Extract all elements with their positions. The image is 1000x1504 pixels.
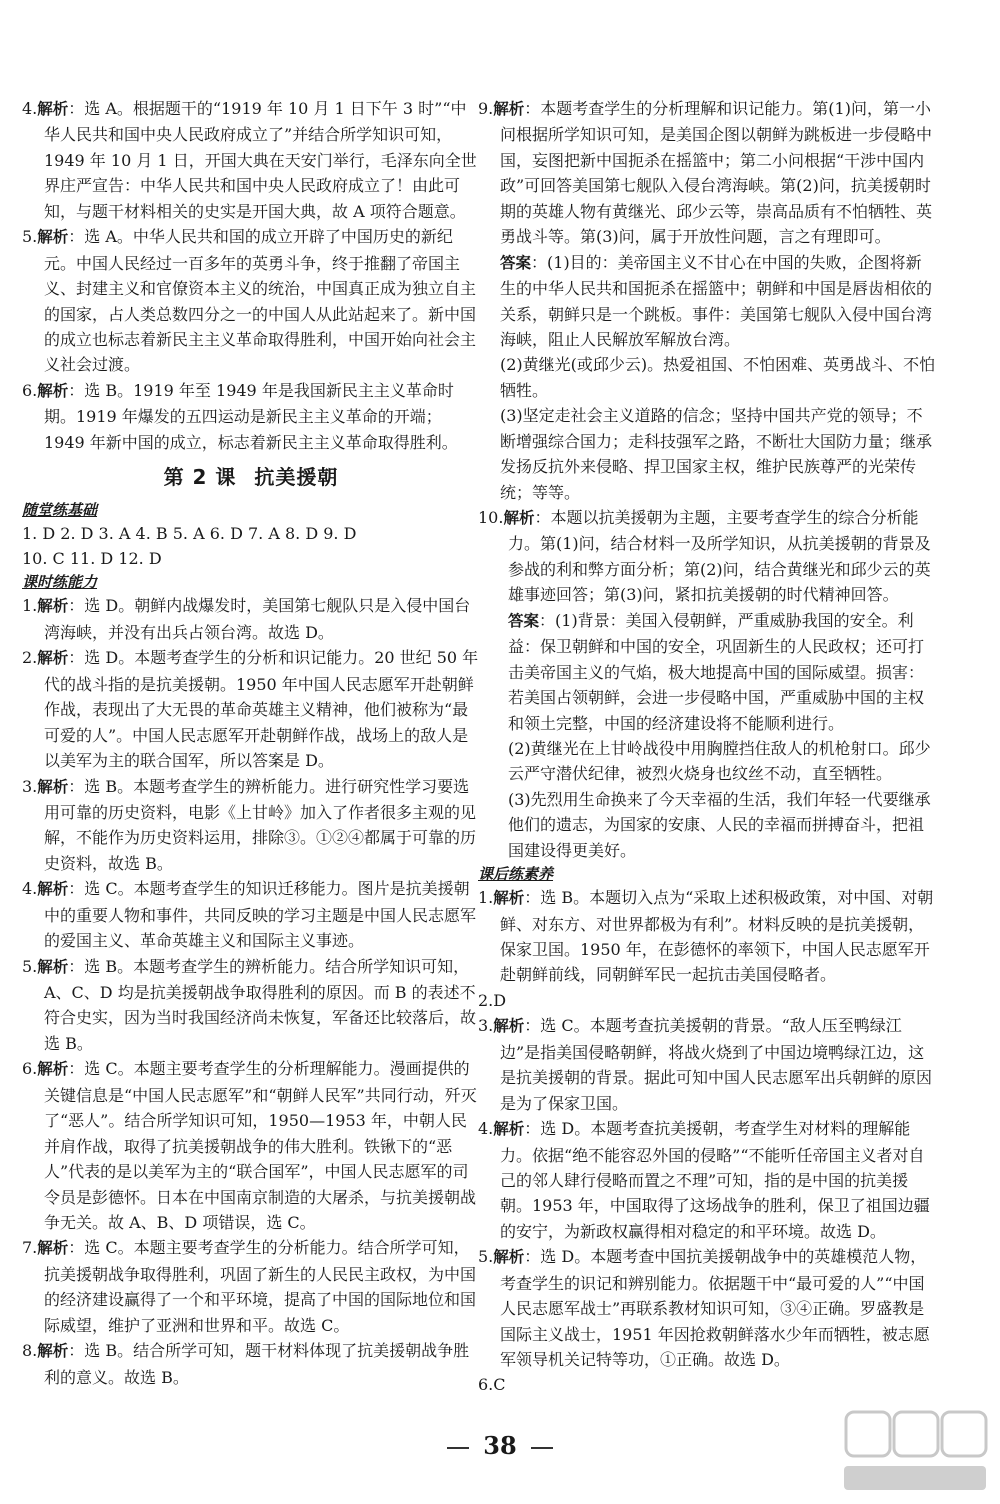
item-number: 1. xyxy=(22,596,38,616)
section-ability-label: 课时练能力 xyxy=(22,573,98,592)
item-number: 5. xyxy=(22,227,38,247)
answer-label: 答案 xyxy=(508,611,540,630)
item-number: 10. xyxy=(478,508,504,527)
answer-item xyxy=(22,224,480,378)
answer-label: 答案 xyxy=(500,253,532,272)
answer-part-text: (2)黄继光(或邱少云)。热爱祖国、不怕困难、英勇战斗、不怕牺牲。 xyxy=(500,355,936,400)
answer-item xyxy=(22,774,480,877)
item-number: 1. xyxy=(478,888,494,908)
item-number: 2. xyxy=(22,648,38,668)
analysis-text: ：选 B。本题考查学生的辨析能力。进行研究性学习要选用可靠的历史资料，电影《上甘岭》加入了作者很多主观的见解，不能作为历史资料运用，排除③。①②④都属于可靠的历史资料，故选 B。 xyxy=(44,776,477,873)
analysis-text: ：选 D。本题考查中国抗美援朝战争中的英雄模范人物，考查学生的识记和辨别能力。依据题干中“最可爱的人”“中国人民志愿军战士”再联系教材知识可知，③④正确。罗盛教是国际主义战士，1951 年因抢救朝鲜落水少年而牺牲，被志愿军领导机关记特等功，①正确。故选 D。 xyxy=(500,1247,930,1369)
analysis-text: ：选 B。本题切入点为“采取上述积极政策，对中国、对朝鲜、对东方、对世界都极为有利”。材料反映的是抗美援朝，保家卫国。1950 年，在彭德怀的率领下，中国人民志愿军开赴朝鲜前线，同朝鲜军民一起抗击美国侵略者。 xyxy=(500,888,934,985)
analysis-text: ：选 D。朝鲜内战爆发时，美国第七舰队只是入侵中国台湾海峡，并没有出兵占领台湾。故选 D。 xyxy=(44,596,471,642)
answer-item xyxy=(478,988,936,1013)
lesson-title: 抗美援朝 xyxy=(254,465,339,490)
lesson-heading xyxy=(22,465,480,490)
answer-item xyxy=(478,1013,936,1116)
answer-part xyxy=(478,352,936,403)
answer-item xyxy=(478,1372,936,1397)
answer-part-text: ：(1)背景：美国入侵朝鲜，严重威胁我国的安全。利益：保卫朝鲜和中国的安全，巩固新生的人民政权；还可打击美帝国主义的气焰，极大地提高中国的国际威望。损害：若美国占领朝鲜，会进一步侵略中国，严重威胁中国的主权和领土完整，中国的经济建设将不能顺利进行。 xyxy=(508,610,925,733)
right-column xyxy=(478,96,936,1398)
analysis-label: 解析 xyxy=(37,649,69,668)
item-number: 3. xyxy=(478,1016,494,1036)
analysis-label: 解析 xyxy=(37,957,69,976)
answer-text xyxy=(478,1244,936,1372)
analysis-text: ：选 D。本题考查抗美援朝，考查学生对材料的理解能力。依据“绝不能容忍外国的侵略”“不能听任帝国主义者对自己的邻人肆行侵略而置之不理”可知，指的是中国的抗美援朝。1953 年，中国取得了这场战争的胜利，保卫了祖国边疆的安宁，为新政权赢得相对稳定的和平环境。故选 D。 xyxy=(500,1119,930,1241)
answer-text xyxy=(22,1235,480,1338)
analysis-label: 解析 xyxy=(37,1239,69,1258)
analysis-label: 解析 xyxy=(37,1060,69,1079)
analysis-label: 解析 xyxy=(493,1017,525,1036)
analysis-label: 解析 xyxy=(37,777,69,796)
answer-item xyxy=(478,1116,936,1244)
answer-item xyxy=(478,96,936,505)
analysis-label: 解析 xyxy=(37,597,69,616)
analysis-text: ：选 B。结合所学可知，题干材料体现了抗美援朝战争胜利的意义。故选 B。 xyxy=(44,1341,470,1387)
answer-text xyxy=(22,1338,480,1390)
section-after-label: 课后练素养 xyxy=(478,865,554,884)
after-class-items xyxy=(478,885,936,1398)
analysis-label: 解析 xyxy=(37,381,69,400)
analysis-text: ：选 B。1919 年至 1949 年是我国新民主主义革命时期。1919 年爆发的五四运动是新民主主义革命的开端；1949 年新中国的成立，标志着新民主主义革命取得胜利。 xyxy=(44,380,458,452)
page-number: 38 xyxy=(0,1431,1000,1460)
item-number: 2. xyxy=(478,990,494,1010)
answer-item xyxy=(22,593,480,645)
left-top-items xyxy=(22,96,480,455)
analysis-text: D xyxy=(493,990,507,1010)
answer-part xyxy=(478,736,936,787)
item-number: 4. xyxy=(22,879,38,899)
answer-part-text: (3)先烈用生命换来了今天幸福的生活，我们年轻一代要继承他们的遗志，为国家的安康、人民的幸福而拼搏奋斗，把祖国建设得更美好。 xyxy=(508,789,931,860)
answer-text xyxy=(22,96,480,224)
answer-text xyxy=(22,593,480,645)
basic-answers-line-2: 10. C 11. D 12. D xyxy=(22,549,162,568)
answer-item xyxy=(22,645,480,773)
item-9 xyxy=(478,96,936,505)
analysis-text: ：选 C。本题考查抗美援朝的背景。“敌人压至鸭绿江边”是指美国侵略朝鲜，将战火烧到了中国边境鸭绿江边，这是抗美援朝的背景。据此可知中国人民志愿军出兵朝鲜的原因是为了保家卫国。 xyxy=(500,1016,933,1113)
analysis-text: ：选 D。本题考查学生的分析和识记能力。20 世纪 50 年代的战斗指的是抗美援朝。1950 年中国人民志愿军开赴朝鲜作战，表现出了大无畏的革命英雄主义精神，他们被称为“最可爱的人”。中国人民志愿军开赴朝鲜作战，战场上的敌人是以美军为主的联合国军，所以答案是 D。 xyxy=(44,648,479,771)
answer-text xyxy=(478,988,936,1013)
analysis-label: 解析 xyxy=(37,880,69,899)
item-number: 8. xyxy=(22,1341,38,1361)
item-number: 9. xyxy=(478,99,494,118)
watermark-logo xyxy=(840,1406,990,1496)
item-number: 5. xyxy=(22,956,38,976)
answer-text xyxy=(22,876,480,953)
answer-part xyxy=(478,250,936,353)
item-number: 4. xyxy=(22,99,38,118)
answer-part xyxy=(478,403,936,505)
answer-text xyxy=(478,96,936,250)
item-number: 6. xyxy=(22,1059,38,1079)
analysis-label: 解析 xyxy=(493,100,525,118)
analysis-text: C xyxy=(493,1375,506,1395)
section-basic-label: 随堂练基础 xyxy=(22,500,98,519)
item-number: 7. xyxy=(22,1238,38,1258)
answer-item xyxy=(22,1235,480,1338)
item-number: 4. xyxy=(478,1119,494,1139)
ability-items xyxy=(22,593,480,1390)
basic-answers-line-1: 1. D 2. D 3. A 4. B 5. A 6. D 7. A 8. D 9. D xyxy=(22,523,357,543)
item-number: 6. xyxy=(22,380,38,400)
answer-text xyxy=(478,505,936,608)
lesson-number: 第 2 课 xyxy=(163,465,237,490)
answer-item xyxy=(478,1244,936,1372)
answer-text xyxy=(22,224,480,378)
analysis-label: 解析 xyxy=(493,1248,525,1267)
answer-part-text: (2)黄继光在上甘岭战役中用胸膛挡住敌人的机枪射口。邱少云严守潜伏纪律，被烈火烧身也纹丝不动，直至牺牲。 xyxy=(508,738,931,784)
answer-text xyxy=(22,378,480,455)
left-column xyxy=(22,96,480,1390)
analysis-label: 解析 xyxy=(37,1342,69,1361)
analysis-label: 解析 xyxy=(37,228,69,247)
answer-item xyxy=(478,505,936,863)
analysis-text: ：本题以抗美援朝为主题，主要考查学生的综合分析能力。第(1)问，结合材料一及所学知识，从抗美援朝的背景及参战的利和弊方面分析；第(2)问，结合黄继光和邱少云的英雄事迹回答；第(3)问，紧扣抗美援朝的时代精神回答。 xyxy=(508,508,931,605)
answer-text xyxy=(22,774,480,877)
answer-part-text: ：(1)目的：美帝国主义不甘心在中国的失败，企图将新生的中华人民共和国扼杀在摇篮中；朝鲜和中国是唇齿相依的关系，朝鲜只是一个跳板。事件：美国第七舰队入侵中国台湾海峡，阻止人民解放军解放台湾。 xyxy=(500,252,933,349)
answer-text xyxy=(22,645,480,773)
answer-item xyxy=(22,1338,480,1390)
analysis-text: ：本题考查学生的分析理解和识记能力。第(1)问，第一小问根据所学知识可知，是美国企图以朝鲜为跳板进一步侵略中国，妄图把新中国扼杀在摇篮中；第二小问根据“干涉中国内政”可回答美国第七舰队入侵台湾海峡。第(2)问，抗美援朝时期的英雄人物有黄继光、邱少云等，崇高品质有不怕牺牲、英勇战斗等。第(3)问，属于开放性问题，言之有理即可。 xyxy=(500,99,933,247)
answer-part-text: (3)坚定走社会主义道路的信念；坚持中国共产党的领导；不断增强综合国力；走科技强军之路，不断壮大国防力量；继承发扬反抗外来侵略、捍卫国家主权，维护民族尊严的光荣传统；等等。 xyxy=(500,406,933,502)
answer-item xyxy=(22,378,480,455)
answer-text xyxy=(478,1116,936,1244)
answer-item xyxy=(22,954,480,1057)
answer-item xyxy=(22,96,480,224)
answer-text xyxy=(22,954,480,1057)
answer-item xyxy=(22,1056,480,1235)
answer-text xyxy=(478,1372,936,1397)
analysis-text: ：选 A。根据题干的“1919 年 10 月 1 日下午 3 时”“中华人民共和国中央人民政府成立了”并结合所学知识可知，1949 年 10 月 1 日，开国大典在天安门举行，毛泽东向全世界庄严宣告：中华人民共和国中央人民政府成立了！由此可知，与题干材料相关的史实是开国大典，故 A 项符合题意。 xyxy=(44,99,477,221)
item-10 xyxy=(478,505,936,863)
analysis-text: ：选 C。本题考查学生的知识迁移能力。图片是抗美援朝中的重要人物和事件，共同反映的学习主题是中国人民志愿军的爱国主义、革命英雄主义和国际主义事迹。 xyxy=(44,879,477,951)
answer-item xyxy=(22,876,480,953)
analysis-label: 解析 xyxy=(493,889,525,908)
answer-text xyxy=(478,885,936,988)
analysis-text: ：选 A。中华人民共和国的成立开辟了中国历史的新纪元。中国人民经过一百多年的英勇斗争，终于推翻了帝国主义、封建主义和官僚资本主义的统治，中国真正成为独立自主的国家，占人类总数四分之一的中国人从此站起来了。新中国的成立也标志着新民主主义革命取得胜利，中国开始向社会主义社会过渡。 xyxy=(44,227,477,375)
analysis-text: ：选 B。本题考查学生的辨析能力。结合所学知识可知，A、C、D 均是抗美援朝战争取得胜利的原因。而 B 的表述不符合史实，因为当时我国经济尚未恢复，军备还比较落后，故选 B。 xyxy=(44,956,477,1053)
analysis-text: ：选 C。本题主要考查学生的分析能力。结合所学可知，抗美援朝战争取得胜利，巩固了新生的人民民主政权，为中国的经济建设赢得了一个和平环境，提高了中国的国际地位和国际威望，维护了亚洲和世界和平。故选 C。 xyxy=(44,1238,477,1335)
analysis-label: 解析 xyxy=(503,509,535,527)
item-number: 3. xyxy=(22,776,38,796)
answer-text xyxy=(478,1013,936,1116)
answer-part xyxy=(478,787,936,863)
analysis-label: 解析 xyxy=(37,100,69,118)
answer-item xyxy=(478,885,936,988)
answer-text xyxy=(22,1056,480,1235)
item-number: 6. xyxy=(478,1375,494,1395)
answer-part xyxy=(478,608,936,736)
analysis-label: 解析 xyxy=(493,1120,525,1139)
analysis-text: ：选 C。本题主要考查学生的分析理解能力。漫画提供的关键信息是“中国人民志愿军”和“朝鲜人民军”共同行动，歼灭了“恶人”。结合所学知识可知，1950—1953 年，中朝人民并肩作战，取得了抗美援朝战争的伟大胜利。铁锹下的“恶人”代表的是以美军为主的“联合国军”，中国人民志愿军的司令员是彭德怀。日本在中国南京制造的大屠杀，与抗美援朝战争无关。故 A、B、D 项错误，选 C。 xyxy=(44,1059,477,1232)
item-number: 5. xyxy=(478,1247,494,1267)
